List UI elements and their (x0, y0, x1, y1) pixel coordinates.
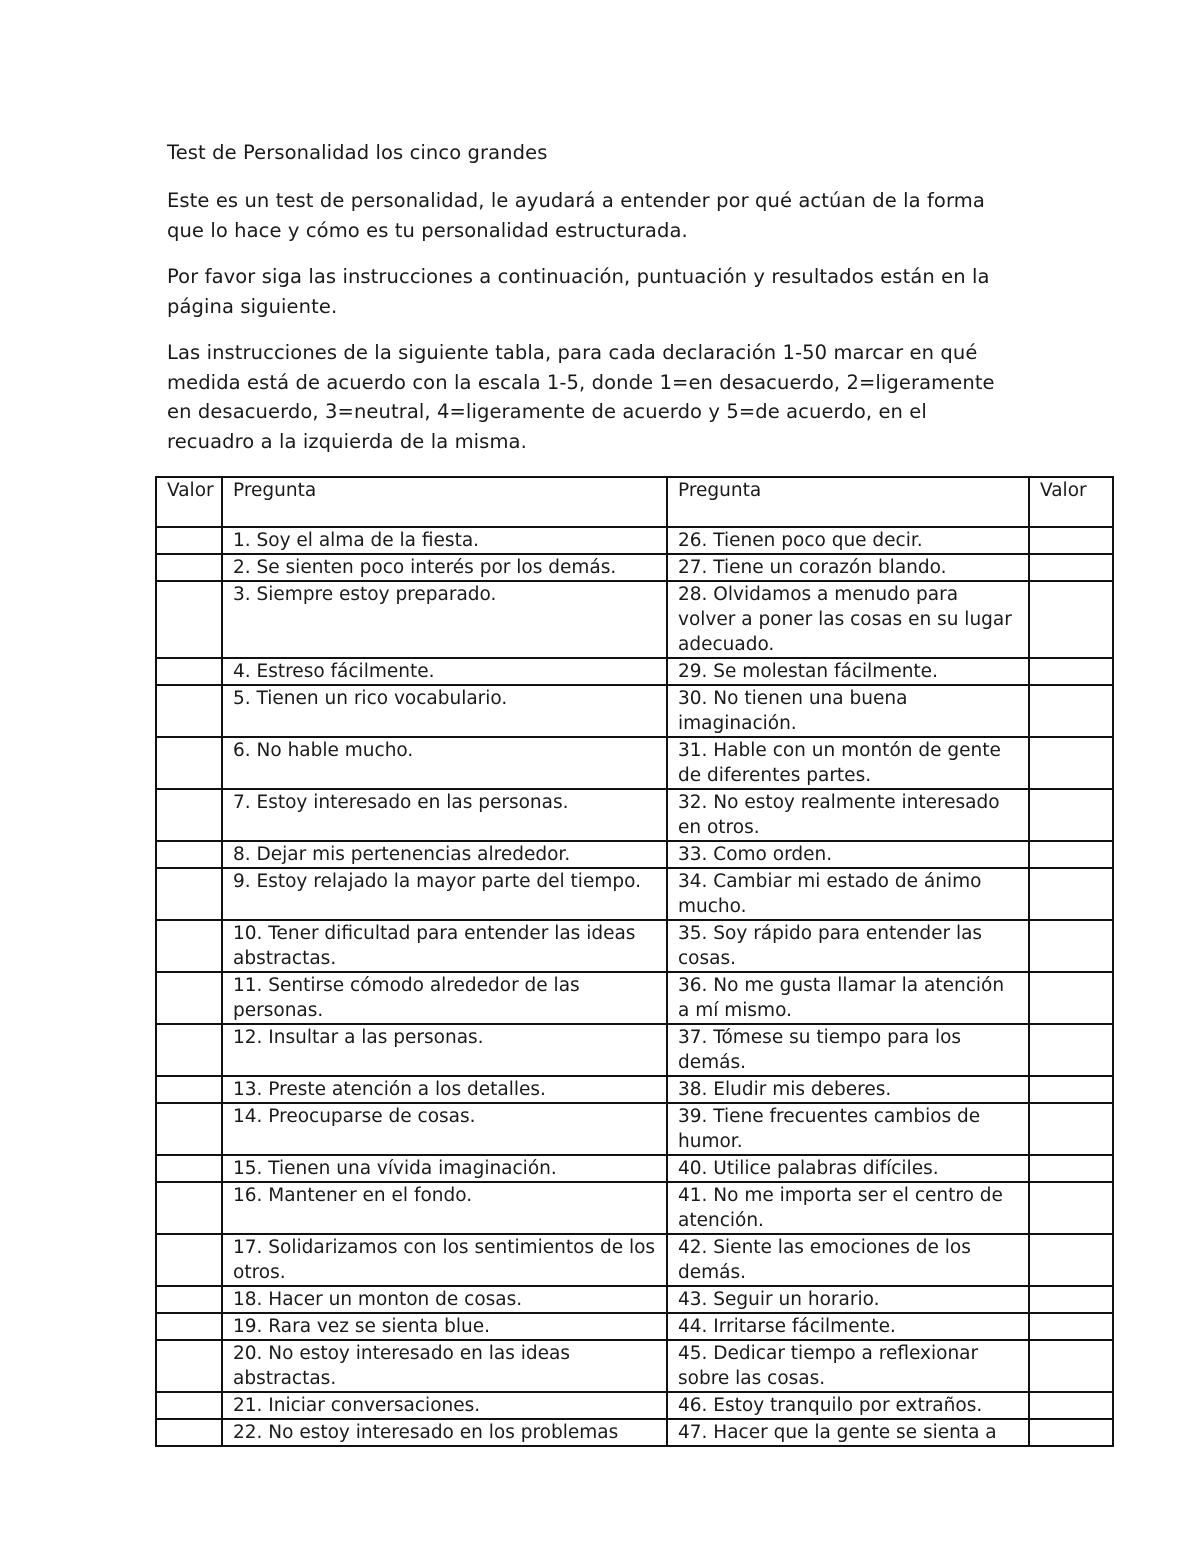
document-body (167, 138, 1017, 473)
valor-cell-right[interactable] (1029, 1103, 1113, 1155)
question-cell-right: 32. No estoy realmente interesado en otros. (667, 789, 1029, 841)
table-row (156, 972, 1113, 1024)
valor-cell-right[interactable] (1029, 1419, 1113, 1446)
question-cell-left: 14. Preocuparse de cosas. (222, 1103, 667, 1155)
valor-cell-left[interactable] (156, 1313, 222, 1340)
valor-cell-left[interactable] (156, 554, 222, 581)
question-cell-right: 30. No tienen una buena imaginación. (667, 685, 1029, 737)
question-cell-left: 7. Estoy interesado en las personas. (222, 789, 667, 841)
table-row (156, 737, 1113, 789)
instructions-paragraph: Por favor siga las instrucciones a continuación, puntuación y resultados están en la página siguiente. (167, 265, 990, 318)
header-valor-left: Valor (156, 477, 222, 527)
question-cell-right: 35. Soy rápido para entender las cosas. (667, 920, 1029, 972)
question-cell-right: 47. Hacer que la gente se sienta a (667, 1419, 1029, 1446)
valor-cell-left[interactable] (156, 1392, 222, 1419)
question-cell-left: 6. No hable mucho. (222, 737, 667, 789)
question-cell-left: 10. Tener dificultad para entender las ideas abstractas. (222, 920, 667, 972)
table-row (156, 1076, 1113, 1103)
valor-cell-right[interactable] (1029, 1313, 1113, 1340)
scale-paragraph: Las instrucciones de la siguiente tabla, para cada declaración 1-50 marcar en qué medida está de acuerdo con la escala 1-5, donde 1=en desacuerdo, 2=ligeramente en desacuerdo, 3=neutral, 4=ligeramente de acuerdo y 5=de acuerdo, en el recuadro a la izquierda de la misma. (167, 341, 995, 453)
document-title: Test de Personalidad los cinco grandes (167, 141, 548, 164)
valor-cell-right[interactable] (1029, 1286, 1113, 1313)
question-cell-right: 41. No me importa ser el centro de atención. (667, 1182, 1029, 1234)
valor-cell-left[interactable] (156, 685, 222, 737)
valor-cell-left[interactable] (156, 1234, 222, 1286)
table-row (156, 658, 1113, 685)
question-cell-left: 15. Tienen una vívida imaginación. (222, 1155, 667, 1182)
question-cell-right: 38. Eludir mis deberes. (667, 1076, 1029, 1103)
question-cell-left: 16. Mantener en el fondo. (222, 1182, 667, 1234)
valor-cell-left[interactable] (156, 1340, 222, 1392)
question-cell-right: 40. Utilice palabras difíciles. (667, 1155, 1029, 1182)
valor-cell-right[interactable] (1029, 789, 1113, 841)
table-row (156, 1155, 1113, 1182)
table-row (156, 1286, 1113, 1313)
table-row (156, 1419, 1113, 1446)
table-row (156, 1392, 1113, 1419)
valor-cell-right[interactable] (1029, 841, 1113, 868)
valor-cell-left[interactable] (156, 737, 222, 789)
valor-cell-right[interactable] (1029, 685, 1113, 737)
valor-cell-left[interactable] (156, 1103, 222, 1155)
valor-cell-left[interactable] (156, 658, 222, 685)
valor-cell-right[interactable] (1029, 1340, 1113, 1392)
valor-cell-left[interactable] (156, 1286, 222, 1313)
question-cell-right: 46. Estoy tranquilo por extraños. (667, 1392, 1029, 1419)
valor-cell-left[interactable] (156, 1076, 222, 1103)
question-cell-left: 12. Insultar a las personas. (222, 1024, 667, 1076)
question-cell-left: 1. Soy el alma de la fiesta. (222, 527, 667, 554)
header-valor-right: Valor (1029, 477, 1113, 527)
question-cell-right: 37. Tómese su tiempo para los demás. (667, 1024, 1029, 1076)
valor-cell-left[interactable] (156, 581, 222, 658)
valor-cell-right[interactable] (1029, 868, 1113, 920)
question-cell-right: 42. Siente las emociones de los demás. (667, 1234, 1029, 1286)
table-row (156, 868, 1113, 920)
question-cell-right: 26. Tienen poco que decir. (667, 527, 1029, 554)
question-cell-left: 2. Se sienten poco interés por los demás. (222, 554, 667, 581)
question-cell-left: 18. Hacer un monton de cosas. (222, 1286, 667, 1313)
valor-cell-right[interactable] (1029, 1155, 1113, 1182)
header-pregunta-left: Pregunta (222, 477, 667, 527)
table-row (156, 1182, 1113, 1234)
valor-cell-right[interactable] (1029, 1234, 1113, 1286)
question-cell-left: 21. Iniciar conversaciones. (222, 1392, 667, 1419)
valor-cell-right[interactable] (1029, 1182, 1113, 1234)
question-cell-right: 39. Tiene frecuentes cambios de humor. (667, 1103, 1029, 1155)
table-row (156, 920, 1113, 972)
valor-cell-right[interactable] (1029, 972, 1113, 1024)
question-cell-right: 29. Se molestan fácilmente. (667, 658, 1029, 685)
intro-paragraph: Este es un test de personalidad, le ayudará a entender por qué actúan de la forma que lo hace y cómo es tu personalidad estructurada. (167, 189, 985, 242)
table-row (156, 685, 1113, 737)
question-cell-left: 3. Siempre estoy preparado. (222, 581, 667, 658)
question-cell-right: 44. Irritarse fácilmente. (667, 1313, 1029, 1340)
valor-cell-right[interactable] (1029, 1076, 1113, 1103)
table-row (156, 789, 1113, 841)
valor-cell-left[interactable] (156, 789, 222, 841)
table-row (156, 1024, 1113, 1076)
valor-cell-left[interactable] (156, 841, 222, 868)
question-cell-left: 11. Sentirse cómodo alrededor de las personas. (222, 972, 667, 1024)
valor-cell-left[interactable] (156, 920, 222, 972)
valor-cell-right[interactable] (1029, 554, 1113, 581)
table-body (156, 527, 1113, 1446)
question-cell-left: 19. Rara vez se sienta blue. (222, 1313, 667, 1340)
table-header-row (156, 477, 1113, 527)
question-cell-left: 9. Estoy relajado la mayor parte del tiempo. (222, 868, 667, 920)
table-row (156, 554, 1113, 581)
table-row (156, 1313, 1113, 1340)
valor-cell-left[interactable] (156, 1155, 222, 1182)
valor-cell-left[interactable] (156, 1419, 222, 1446)
question-cell-left: 4. Estreso fácilmente. (222, 658, 667, 685)
question-cell-right: 31. Hable con un montón de gente de diferentes partes. (667, 737, 1029, 789)
valor-cell-left[interactable] (156, 972, 222, 1024)
questionnaire-table-wrapper (155, 476, 1112, 1447)
question-cell-left: 17. Solidarizamos con los sentimientos de los otros. (222, 1234, 667, 1286)
question-cell-left: 13. Preste atención a los detalles. (222, 1076, 667, 1103)
question-cell-left: 5. Tienen un rico vocabulario. (222, 685, 667, 737)
valor-cell-right[interactable] (1029, 581, 1113, 658)
valor-cell-right[interactable] (1029, 737, 1113, 789)
valor-cell-right[interactable] (1029, 527, 1113, 554)
question-cell-right: 43. Seguir un horario. (667, 1286, 1029, 1313)
question-cell-right: 28. Olvidamos a menudo para volver a poner las cosas en su lugar adecuado. (667, 581, 1029, 658)
question-cell-right: 34. Cambiar mi estado de ánimo mucho. (667, 868, 1029, 920)
table-row (156, 1234, 1113, 1286)
header-pregunta-right: Pregunta (667, 477, 1029, 527)
question-cell-right: 36. No me gusta llamar la atención a mí mismo. (667, 972, 1029, 1024)
question-cell-left: 22. No estoy interesado en los problemas (222, 1419, 667, 1446)
question-cell-right: 45. Dedicar tiempo a reflexionar sobre las cosas. (667, 1340, 1029, 1392)
question-cell-right: 33. Como orden. (667, 841, 1029, 868)
question-cell-left: 20. No estoy interesado en las ideas abstractas. (222, 1340, 667, 1392)
table-row (156, 581, 1113, 658)
table-row (156, 1340, 1113, 1392)
valor-cell-right[interactable] (1029, 1392, 1113, 1419)
table-row (156, 841, 1113, 868)
question-cell-left: 8. Dejar mis pertenencias alrededor. (222, 841, 667, 868)
valor-cell-left[interactable] (156, 527, 222, 554)
valor-cell-right[interactable] (1029, 1024, 1113, 1076)
table-row (156, 527, 1113, 554)
valor-cell-right[interactable] (1029, 658, 1113, 685)
questionnaire-table (155, 476, 1114, 1447)
question-cell-right: 27. Tiene un corazón blando. (667, 554, 1029, 581)
valor-cell-left[interactable] (156, 1182, 222, 1234)
valor-cell-left[interactable] (156, 868, 222, 920)
valor-cell-left[interactable] (156, 1024, 222, 1076)
table-row (156, 1103, 1113, 1155)
valor-cell-right[interactable] (1029, 920, 1113, 972)
